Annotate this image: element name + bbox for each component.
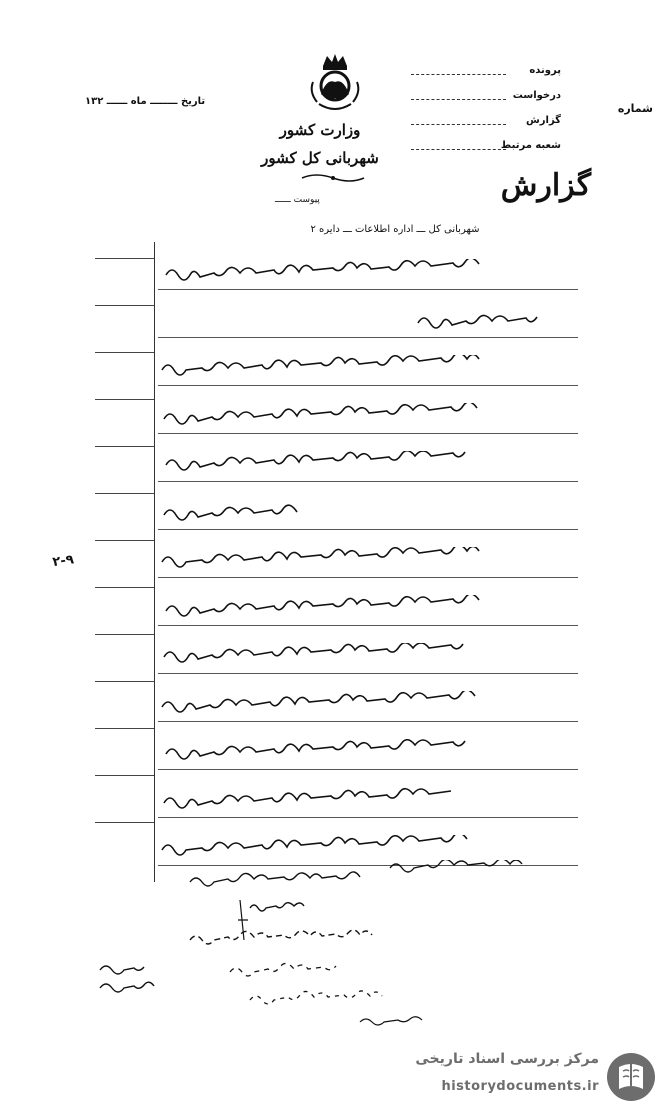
handwritten-line bbox=[158, 626, 578, 674]
handwritten-line bbox=[158, 770, 578, 818]
handwritten-line bbox=[158, 338, 578, 386]
department-name: شهربانی کل کشور bbox=[261, 149, 379, 167]
watermark-url: historydocuments.ir bbox=[441, 1079, 599, 1094]
form-fields bbox=[411, 60, 561, 160]
margin-rule bbox=[154, 242, 155, 882]
handwritten-line bbox=[158, 578, 578, 626]
handwritten-line bbox=[158, 674, 578, 722]
handwritten-line bbox=[158, 818, 578, 866]
document-number-label: شماره bbox=[617, 102, 653, 115]
handwritten-body bbox=[158, 242, 578, 882]
subject-line: شهربانی کل ـــ اداره اطلاعات ـــ دایره ۲ bbox=[310, 224, 480, 235]
field-darkhast bbox=[411, 85, 561, 110]
lion-and-sun-emblem-icon bbox=[305, 52, 365, 114]
margin-note bbox=[20, 552, 75, 586]
ornament-divider bbox=[298, 172, 368, 184]
margin-note-text: ۲-۹ bbox=[51, 552, 75, 571]
field-label: درخواست bbox=[512, 90, 561, 101]
ministry-name: وزارت کشور bbox=[279, 121, 361, 139]
archive-logo-icon bbox=[605, 1051, 657, 1103]
date-label: تاریخ ــــــــ ماه ــــــ ۱۳۲ bbox=[85, 96, 206, 107]
ministry-heading bbox=[255, 116, 385, 172]
handwritten-line bbox=[158, 386, 578, 434]
document-title: گزارش bbox=[500, 168, 591, 203]
field-label: گزارش bbox=[525, 115, 561, 126]
left-ruled-lines bbox=[95, 258, 155, 869]
left-annotation-scribble bbox=[96, 960, 166, 1000]
field-parvandeh bbox=[411, 60, 561, 85]
attachment-label: پیوست ــــــ bbox=[275, 195, 320, 205]
handwritten-line bbox=[158, 722, 578, 770]
handwritten-line bbox=[158, 482, 578, 530]
handwritten-line bbox=[158, 290, 578, 338]
handwritten-line bbox=[158, 530, 578, 578]
handwritten-line bbox=[158, 434, 578, 482]
field-label: پرونده bbox=[529, 65, 561, 76]
field-label: شعبه مرتبط bbox=[500, 140, 561, 151]
field-gozaresh bbox=[411, 110, 561, 135]
handwritten-line bbox=[158, 242, 578, 290]
endorsement-scribbles bbox=[160, 860, 600, 1030]
field-shobeh bbox=[411, 135, 561, 160]
watermark-name: مرکز بررسی اسناد تاریخی bbox=[415, 1051, 599, 1067]
archive-watermark bbox=[377, 1049, 657, 1107]
